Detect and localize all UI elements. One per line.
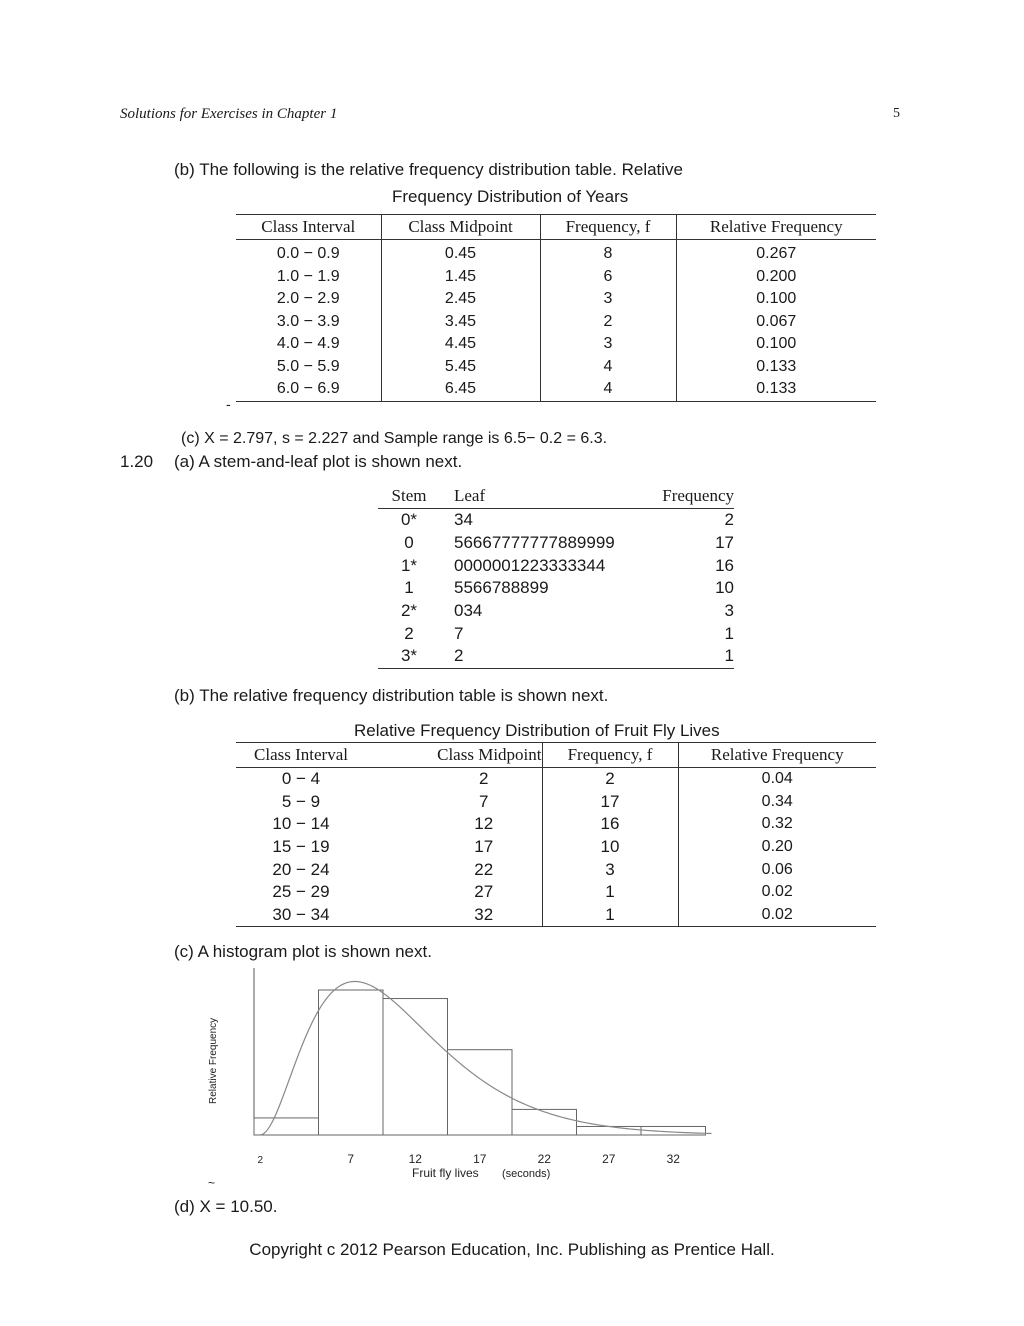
stem-frequency-cell: 16 — [715, 555, 734, 575]
frequency-cell: 3 — [542, 858, 678, 881]
class-interval-cell: 0 − 4 — [281, 769, 321, 789]
class-interval-cell: 15 − 19 — [272, 837, 330, 857]
table-row — [378, 645, 734, 668]
stem-cell: 0 — [404, 533, 414, 553]
class-midpoint-cell: 3.45 — [381, 311, 540, 334]
relative-frequency-cell: 0.200 — [756, 267, 797, 285]
class-midpoint-cell: 2.45 — [381, 288, 540, 311]
col-header-stem: Stem — [391, 486, 427, 505]
frequency-cell: 10 — [542, 836, 678, 859]
stem-frequency-cell: 3 — [724, 601, 734, 621]
leaf-cell: 034 — [454, 601, 483, 621]
col-header-relative-frequency-2: Relative Frequency — [710, 745, 844, 764]
relative-frequency-cell: 0.100 — [756, 290, 797, 308]
col-header-frequency-2: Frequency, f — [542, 743, 678, 768]
part-a-intro: (a) A stem-and-leaf plot is shown next. — [174, 452, 463, 471]
class-midpoint-cell: 6.45 — [381, 378, 540, 401]
leaf-cell: 34 — [454, 510, 473, 530]
y-axis-label: Relative Frequency — [208, 1017, 219, 1104]
frequency-cell: 3 — [540, 288, 676, 311]
col-header-stem-frequency: Frequency — [662, 486, 734, 505]
class-interval-cell: 5.0 − 5.9 — [236, 356, 381, 379]
stem-frequency-cell: 1 — [724, 623, 734, 643]
col-header-leaf: Leaf — [454, 486, 486, 505]
col-header-class-midpoint: Class Midpoint — [381, 215, 540, 240]
class-midpoint-cell: 5.45 — [381, 356, 540, 379]
table-row — [236, 813, 876, 836]
stem-frequency-cell: 17 — [715, 533, 734, 553]
class-interval-cell: 25 − 29 — [272, 882, 330, 902]
exercise-number: 1.20 — [120, 452, 154, 471]
frequency-cell: 3 — [540, 333, 676, 356]
table-row — [236, 333, 876, 356]
leaf-cell: 5566788899 — [454, 578, 549, 598]
x-tick-label-32: 32 — [666, 1152, 680, 1166]
table-row — [236, 836, 876, 859]
table-row — [236, 266, 876, 289]
frequency-cell: 16 — [542, 813, 678, 836]
table-row — [378, 509, 734, 532]
relative-frequency-cell: 0.067 — [756, 312, 797, 330]
relative-frequency-cell: 0.34 — [761, 792, 793, 810]
col-header-relative-frequency: Relative Frequency — [709, 217, 843, 236]
relative-frequency-cell: 0.04 — [761, 770, 793, 788]
table-row — [236, 858, 876, 881]
density-curve — [260, 981, 712, 1135]
part-c-summary-stats: (c) X = 2.797, s = 2.227 and Sample range is 6.5− 0.2 = 6.3. — [181, 430, 608, 447]
x-tick-label-2: 2 — [257, 1155, 264, 1166]
frequency-cell: 8 — [540, 240, 676, 266]
page-number: 5 — [893, 106, 900, 121]
class-midpoint-cell: 27 — [366, 881, 542, 904]
stem-frequency-cell: 10 — [715, 578, 734, 598]
leaf-cell: 56667777777889999 — [454, 533, 615, 553]
fruit-table-caption: Relative Frequency Distribution of Fruit Fly Lives — [354, 721, 720, 740]
frequency-cell: 6 — [540, 266, 676, 289]
fruit-fly-frequency-table — [236, 742, 876, 927]
class-midpoint-cell: 4.45 — [381, 333, 540, 356]
relative-frequency-cell: 0.267 — [756, 245, 797, 263]
table-row — [378, 532, 734, 555]
relative-frequency-cell: 0.02 — [761, 905, 793, 923]
x-tick-label-17: 17 — [473, 1152, 487, 1166]
col-header-class-midpoint-2: Class Midpoint — [366, 743, 542, 768]
x-tick-label-22: 22 — [537, 1152, 551, 1166]
col-header-frequency: Frequency, f — [540, 215, 676, 240]
relative-frequency-cell: 0.20 — [761, 838, 793, 856]
relative-frequency-cell: 0.100 — [756, 335, 797, 353]
stray-dash: - — [226, 396, 231, 412]
stem-cell: 3* — [400, 646, 418, 666]
stem-cell: 0* — [400, 510, 418, 530]
class-interval-cell: 5 − 9 — [281, 791, 321, 811]
table-row — [236, 288, 876, 311]
part-c-histogram-intro: (c) A histogram plot is shown next. — [174, 942, 432, 961]
x-tick-label-7: 7 — [347, 1152, 355, 1166]
frequency-cell: 2 — [542, 768, 678, 791]
x-tick-label-27: 27 — [602, 1152, 616, 1166]
relative-frequency-cell: 0.02 — [761, 883, 793, 901]
col-header-class-interval-2: Class Interval — [254, 745, 348, 764]
class-midpoint-cell: 32 — [366, 904, 542, 927]
class-midpoint-cell: 12 — [366, 813, 542, 836]
frequency-cell: 1 — [542, 904, 678, 927]
part-b-years-intro: (b) The following is the relative frequency distribution table. Relative — [174, 160, 684, 179]
frequency-cell: 17 — [542, 791, 678, 814]
table-row — [378, 622, 734, 645]
class-interval-cell: 30 − 34 — [272, 904, 330, 924]
running-header-title: Solutions for Exercises in Chapter 1 — [120, 106, 338, 122]
table-row — [378, 554, 734, 577]
stem-cell: 1* — [400, 555, 418, 575]
relative-frequency-cell: 0.06 — [761, 860, 793, 878]
x-axis-label: Fruit fly lives — [412, 1166, 479, 1180]
tilde-mark: ~ — [208, 1176, 216, 1190]
stem-cell: 2 — [404, 623, 414, 643]
table-row — [236, 356, 876, 379]
class-midpoint-cell: 22 — [366, 858, 542, 881]
class-midpoint-cell: 0.45 — [381, 240, 540, 266]
class-interval-cell: 3.0 − 3.9 — [236, 311, 381, 334]
table-row — [236, 881, 876, 904]
table-row — [378, 600, 734, 623]
stem-frequency-cell: 1 — [724, 646, 734, 666]
histogram-bar-22 — [512, 1109, 577, 1135]
x-tick-label-12: 12 — [408, 1152, 422, 1166]
histogram-chart — [190, 968, 730, 1193]
histogram-bar-12 — [383, 999, 448, 1135]
relative-frequency-cell: 0.133 — [756, 357, 797, 375]
class-interval-cell: 6.0 − 6.9 — [236, 378, 381, 401]
part-b-fruit-intro: (b) The relative frequency distribution table is shown next. — [174, 686, 609, 705]
relative-frequency-cell: 0.32 — [761, 815, 793, 833]
class-interval-cell: 0.0 − 0.9 — [236, 240, 381, 266]
class-midpoint-cell: 2 — [366, 768, 542, 791]
histogram-bar-2 — [254, 1118, 319, 1135]
years-table-caption: Frequency Distribution of Years — [392, 187, 629, 206]
stem-cell: 2* — [400, 601, 418, 621]
leaf-cell: 7 — [454, 623, 464, 643]
leaf-cell: 2 — [454, 646, 464, 666]
class-midpoint-cell: 17 — [366, 836, 542, 859]
class-interval-cell: 20 − 24 — [272, 859, 330, 879]
frequency-cell: 1 — [542, 881, 678, 904]
part-d-mean: (d) X = 10.50. — [174, 1197, 278, 1216]
relative-frequency-cell: 0.133 — [756, 380, 797, 398]
table-row — [236, 240, 876, 266]
leaf-cell: 0000001223333344 — [454, 555, 606, 575]
col-header-class-interval: Class Interval — [236, 215, 381, 240]
table-row — [236, 768, 876, 791]
class-interval-cell: 1.0 − 1.9 — [236, 266, 381, 289]
frequency-cell: 2 — [540, 311, 676, 334]
class-midpoint-cell: 1.45 — [381, 266, 540, 289]
class-midpoint-cell: 7 — [366, 791, 542, 814]
x-axis-units-label: (seconds) — [502, 1168, 551, 1180]
class-interval-cell: 4.0 − 4.9 — [236, 333, 381, 356]
table-row — [236, 904, 876, 927]
table-row — [236, 378, 876, 401]
stem-cell: 1 — [404, 578, 414, 598]
table-row — [236, 791, 876, 814]
class-interval-cell: 2.0 − 2.9 — [236, 288, 381, 311]
copyright-notice: Copyright c 2012 Pearson Education, Inc. Publishing as Prentice Hall. — [249, 1240, 775, 1259]
histogram-bar-27 — [577, 1126, 642, 1135]
years-frequency-table — [236, 214, 876, 402]
stem-and-leaf-table — [378, 484, 734, 669]
table-row — [236, 311, 876, 334]
class-interval-cell: 10 − 14 — [272, 814, 330, 834]
frequency-cell: 4 — [540, 356, 676, 379]
frequency-cell: 4 — [540, 378, 676, 401]
histogram-bar-7 — [319, 990, 384, 1135]
table-row — [378, 577, 734, 600]
stem-frequency-cell: 2 — [724, 510, 734, 530]
